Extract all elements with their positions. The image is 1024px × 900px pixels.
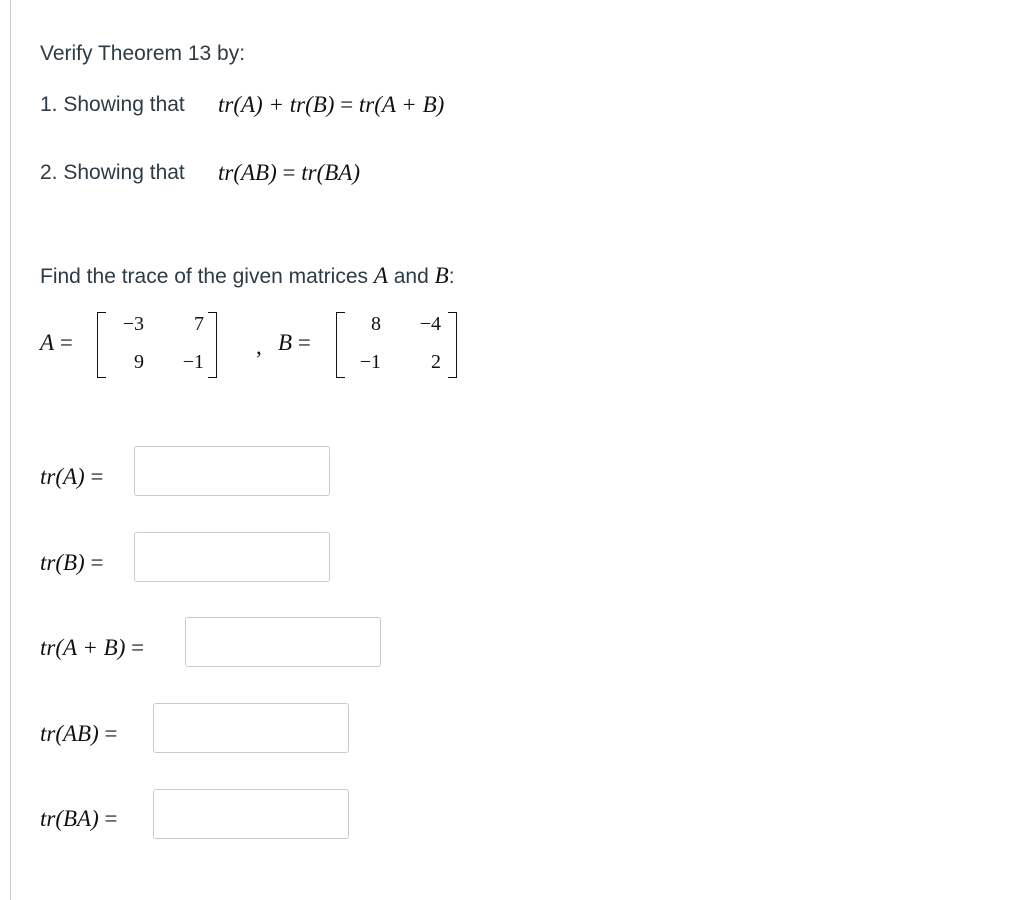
matrix-a-label: A =	[40, 330, 73, 355]
find-trace-text: Find the trace of the given matrices A and B:	[40, 263, 455, 288]
tr-b-input[interactable]	[134, 532, 330, 582]
step-1-equation: tr(A) + tr(B) = tr(A + B)	[218, 92, 445, 117]
step-2-lhs: tr(AB)	[218, 160, 277, 185]
tr-a-plus-b-input[interactable]	[185, 617, 381, 667]
tr-ab-input[interactable]	[153, 703, 349, 753]
step-2-rhs: tr(BA)	[301, 160, 361, 185]
step-1-lhs: tr(A) + tr(B)	[218, 92, 335, 117]
instruction-text: Verify Theorem 13 by:	[40, 42, 246, 65]
answer-label-tr-a-plus-b: tr(A + B) =	[40, 635, 145, 660]
answer-label-tr-ab: tr(AB) =	[40, 721, 118, 746]
matrix-b-right-bracket	[448, 312, 457, 378]
matrix-b-cell: 8	[371, 313, 381, 335]
left-border	[10, 0, 11, 900]
matrix-a-right-bracket	[208, 312, 217, 378]
matrix-b-cell: −1	[359, 351, 381, 373]
matrix-a-cell: −1	[182, 351, 204, 373]
matrix-a-cell: 7	[194, 313, 204, 335]
matrix-b-label: B =	[278, 330, 311, 355]
tr-a-input[interactable]	[134, 446, 330, 496]
matrix-b-cell: −4	[419, 313, 441, 335]
answer-label-tr-ba: tr(BA) =	[40, 806, 118, 831]
answer-label-tr-b: tr(B) =	[40, 550, 104, 575]
tr-ba-input[interactable]	[153, 789, 349, 839]
matrix-a-cell: −3	[122, 313, 144, 335]
matrix-a-cell: 9	[134, 351, 144, 373]
answer-label-tr-a: tr(A) =	[40, 464, 104, 489]
step-1-label: 1. Showing that	[40, 93, 185, 116]
matrix-separator: ,	[256, 334, 262, 359]
step-2-equation: tr(AB) = tr(BA)	[218, 160, 361, 185]
step-2-label: 2. Showing that	[40, 161, 185, 184]
matrix-b-cell: 2	[431, 351, 441, 373]
step-1-rhs: tr(A + B)	[358, 92, 445, 117]
